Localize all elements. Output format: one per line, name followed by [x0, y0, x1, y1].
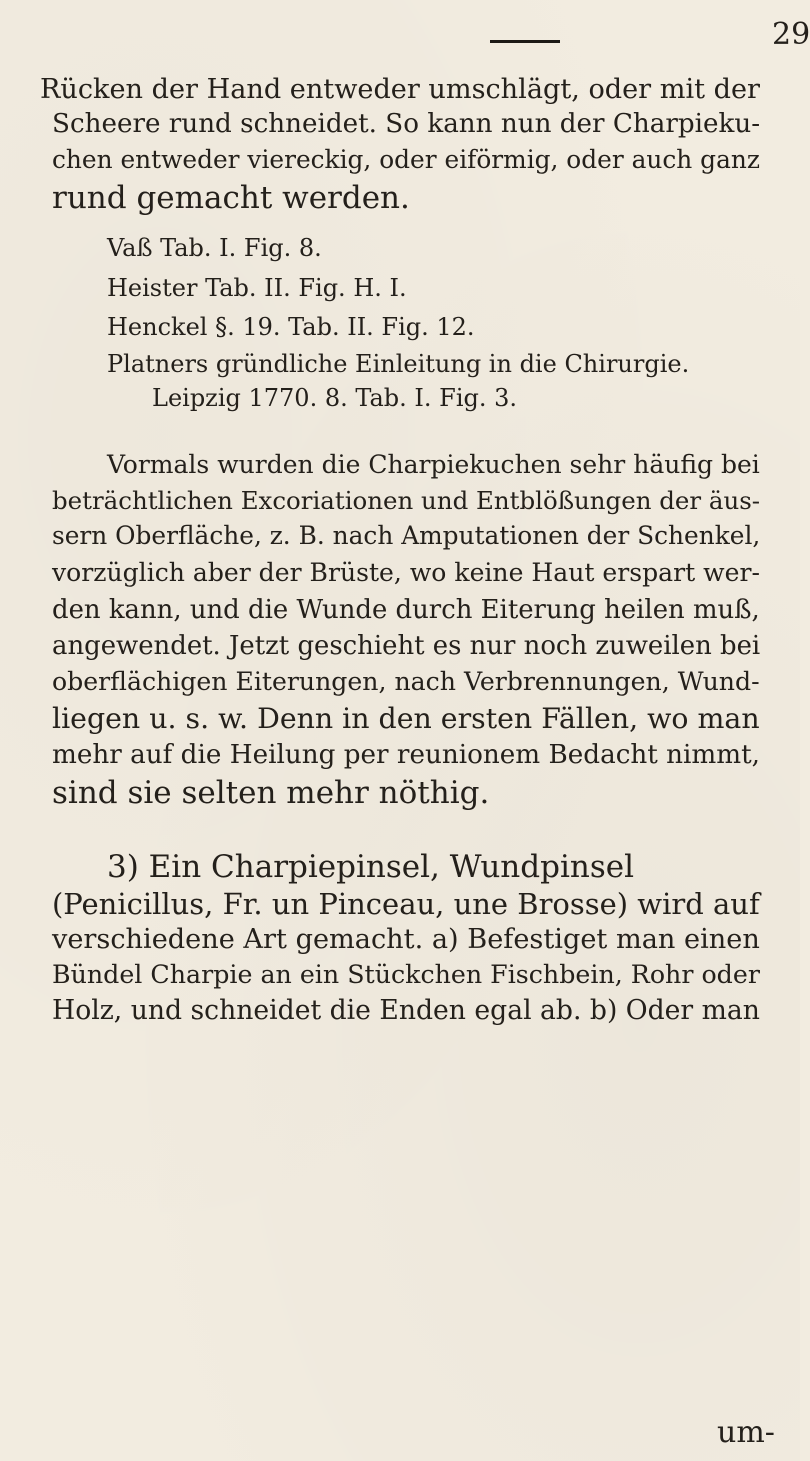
- text-line: sind sie selten mehr nöthig.: [52, 775, 490, 811]
- text-line: rund gemacht werden.: [52, 180, 410, 216]
- reference-line: Heister Tab. II. Fig. H. I.: [107, 274, 407, 302]
- text-line: Scheere rund schneidet. So kann nun der Charpieku-: [52, 109, 761, 139]
- text-line: mehr auf die Heilung per reunionem Bedacht nimmt,: [52, 740, 761, 770]
- section-heading-line: 3) Ein Charpiepinsel, Wundpinsel: [107, 849, 634, 885]
- text-line: verschiedene Art gemacht. a) Befestiget man einen: [52, 924, 760, 955]
- catchword: um-: [717, 1415, 775, 1450]
- text-line: oberflächigen Eiterungen, nach Verbrennungen, Wund-: [52, 667, 760, 696]
- text-line: sern Oberfläche, z. B. nach Amputationen der Schenkel,: [52, 521, 761, 550]
- text-line: Bündel Charpie an ein Stückchen Fischbein, Rohr oder: [52, 960, 760, 989]
- text-line: vorzüglich aber der Brüste, wo keine Haut erspart wer-: [52, 558, 760, 587]
- text-line: Vormals wurden die Charpiekuchen sehr häufig bei: [107, 450, 760, 479]
- top-rule-decoration: [490, 40, 560, 43]
- reference-line: Henckel §. 19. Tab. II. Fig. 12.: [107, 313, 475, 341]
- text-line: (Penicillus, Fr. un Pinceau, une Brosse) wird auf: [52, 887, 760, 921]
- reference-line: Platners gründliche Einleitung in die Chirurgie.: [107, 350, 690, 378]
- reference-line: Vaß Tab. I. Fig. 8.: [107, 234, 322, 262]
- text-line: angewendet. Jetzt geschieht es nur noch zuweilen bei: [52, 631, 761, 661]
- text-line: Rücken der Hand entweder umschlägt, oder mit der: [40, 74, 761, 105]
- text-line: liegen u. s. w. Denn in den ersten Fällen, wo man: [52, 702, 760, 735]
- text-line: den kann, und die Wunde durch Eiterung heilen muß,: [52, 595, 760, 625]
- text-line: Holz, und schneidet die Enden egal ab. b) Oder man: [52, 995, 760, 1026]
- text-line: chen entweder viereckig, oder eiförmig, oder auch ganz: [52, 145, 760, 174]
- page-number: 29: [772, 17, 810, 52]
- text-line: beträchtlichen Excoriationen und Entblößungen der äus-: [52, 486, 761, 515]
- reference-line: Leipzig 1770. 8. Tab. I. Fig. 3.: [152, 384, 518, 412]
